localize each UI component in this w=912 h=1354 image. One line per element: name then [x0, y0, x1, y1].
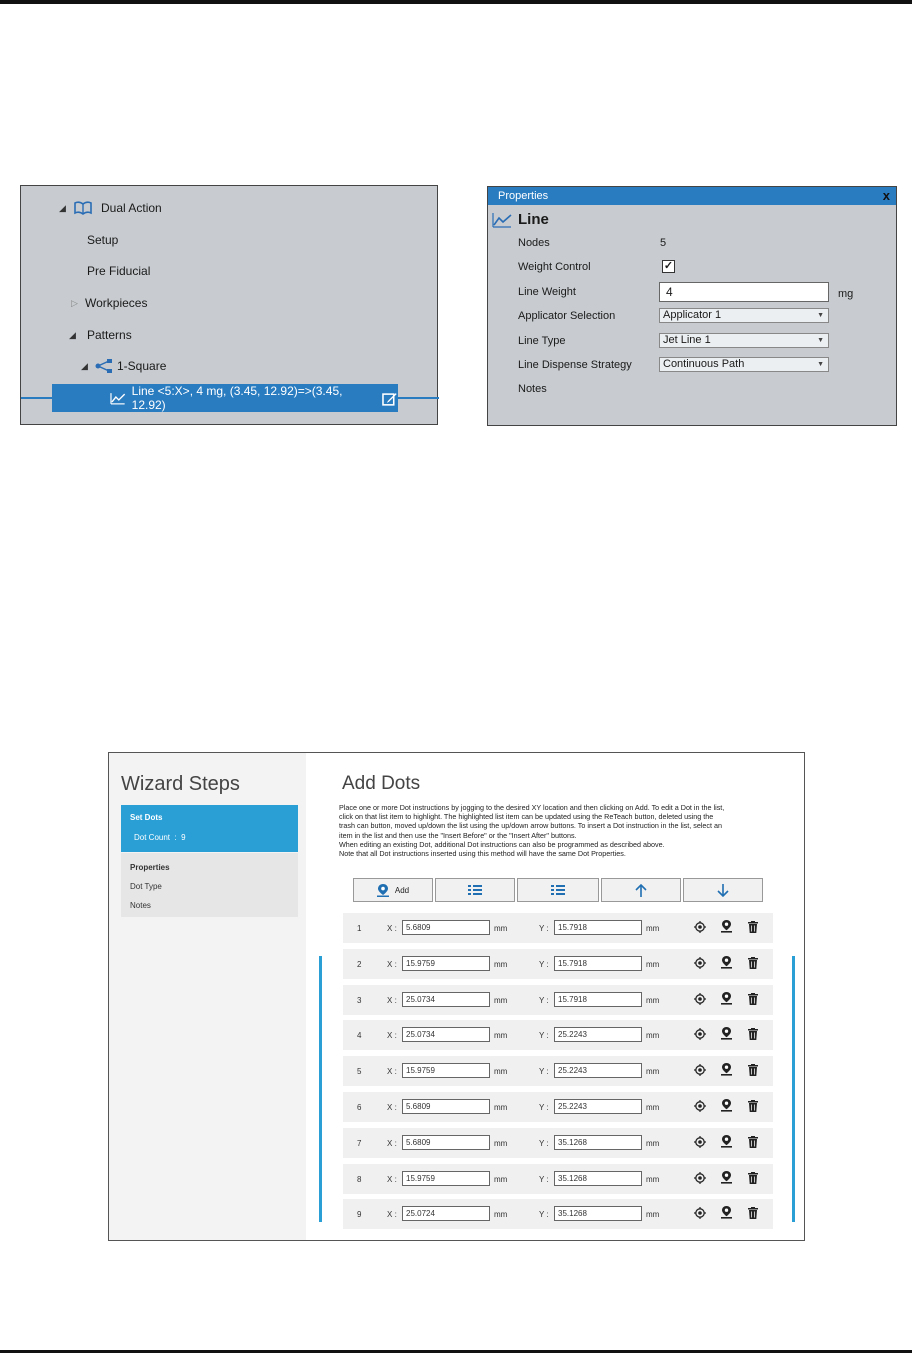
y-coordinate-input[interactable]: 35.1268	[554, 1206, 642, 1221]
tree-project-label: Dual Action	[101, 201, 162, 215]
description-line: trash can button, moved up/down the list using the up/down arrow buttons. To insert a Dot instruction in the list, select an	[339, 821, 723, 831]
x-label	[387, 1175, 397, 1184]
y-unit: mm	[646, 1174, 660, 1184]
x-unit: mm	[494, 1138, 508, 1148]
line-dispense-strategy-value: Continuous Path	[663, 358, 745, 370]
y-coordinate-input[interactable]: 35.1268	[554, 1135, 642, 1150]
dots-toolbar	[353, 878, 763, 903]
dot-row[interactable]	[343, 913, 773, 943]
x-label-text: X	[387, 1103, 393, 1112]
y-coordinate-input[interactable]: 25.2243	[554, 1027, 642, 1042]
y-unit: mm	[646, 1210, 660, 1220]
trash-icon[interactable]	[748, 993, 758, 1007]
tree-selected-line-item[interactable]	[52, 384, 398, 412]
tree-pre-fiducial-label: Pre Fiducial	[87, 264, 151, 278]
goto-target-icon[interactable]	[694, 1136, 706, 1150]
dot-count-value: 9	[181, 833, 186, 842]
x-unit: mm	[494, 1067, 508, 1077]
x-label-text: X	[387, 1138, 393, 1148]
step-dot-type-label: Dot Type	[130, 882, 162, 891]
dot-index: 4	[357, 1031, 362, 1041]
expand-triangle-icon[interactable]: ◢	[81, 360, 88, 371]
dot-row[interactable]	[343, 1164, 773, 1194]
description-line: When editing an existing Dot, additional Dot instructions can also be programmed as described above.	[339, 839, 665, 849]
applicator-selection-label: Applicator Selection	[518, 310, 616, 322]
description-line: Note that all Dot instructions inserted using this method will have the same Dot Properties.	[339, 849, 626, 859]
x-unit: mm	[494, 1103, 508, 1112]
dropdown-arrow-icon: ▼	[817, 312, 824, 319]
insert-after-button[interactable]	[517, 878, 599, 902]
dot-row[interactable]	[343, 949, 773, 979]
step-properties[interactable]	[121, 853, 298, 917]
step-set-dots[interactable]	[121, 805, 298, 852]
description-line: item in the list and then use the "Insert Before" or the "Insert After" buttons.	[339, 830, 577, 840]
goto-target-icon[interactable]	[694, 1100, 706, 1114]
reteach-pin-icon[interactable]	[721, 1063, 732, 1078]
project-tree-panel	[20, 185, 438, 425]
y-label	[539, 1031, 549, 1040]
x-coordinate-input[interactable]: 15.9759	[402, 1171, 490, 1186]
y-coordinate-input[interactable]: 35.1268	[554, 1171, 642, 1186]
line-type-label: Line Type	[518, 335, 566, 347]
y-label	[539, 960, 549, 969]
trash-icon[interactable]	[748, 1028, 758, 1042]
y-unit: mm	[646, 1138, 660, 1148]
y-coordinate-input[interactable]: 15.7918	[554, 920, 642, 935]
y-sep: :	[546, 1174, 549, 1184]
applicator-selection-value: Applicator 1	[663, 309, 722, 321]
tree-node-patterns[interactable]	[69, 325, 132, 345]
trash-icon[interactable]	[748, 1100, 758, 1114]
move-up-button[interactable]	[601, 878, 681, 902]
x-label	[387, 1067, 397, 1076]
y-label	[539, 996, 549, 1005]
y-label-text: Y	[539, 1138, 545, 1148]
expand-triangle-icon[interactable]: ◢	[69, 329, 76, 340]
x-label	[387, 924, 397, 933]
weight-control-checkbox[interactable]: ✓	[663, 260, 674, 272]
move-down-button[interactable]	[683, 878, 763, 902]
line-weight-label: Line Weight	[518, 286, 576, 298]
trash-icon[interactable]	[748, 921, 758, 935]
x-label-text: X	[387, 1031, 393, 1041]
x-sep: :	[394, 1210, 397, 1220]
page-bottom-rule	[0, 1350, 912, 1353]
dot-row[interactable]	[343, 1056, 773, 1086]
x-label-text: X	[387, 924, 393, 933]
x-coordinate-input[interactable]: 25.0724	[402, 1206, 490, 1221]
trash-icon[interactable]	[748, 1172, 758, 1186]
y-sep: :	[546, 959, 549, 969]
tree-node-setup[interactable]	[87, 230, 118, 250]
tree-pattern-label: 1-Square	[117, 359, 167, 373]
dot-row[interactable]	[343, 1199, 773, 1229]
y-sep: :	[546, 924, 549, 933]
dot-count	[134, 833, 186, 842]
line-type-value: Jet Line 1	[663, 334, 711, 346]
edit-icon[interactable]	[382, 391, 398, 406]
x-unit: mm	[494, 959, 508, 969]
dropdown-arrow-icon: ▼	[817, 361, 824, 368]
x-sep: :	[394, 1067, 397, 1077]
x-label	[387, 960, 397, 969]
trash-icon[interactable]	[748, 1207, 758, 1221]
tree-node-workpieces[interactable]	[71, 293, 147, 313]
y-sep: :	[546, 1103, 549, 1112]
nodes-value: 5	[660, 237, 667, 249]
applicator-selection-dropdown[interactable]	[659, 308, 829, 323]
properties-header-label: Properties	[498, 190, 549, 202]
x-label	[387, 1139, 397, 1148]
insert-after-icon	[551, 884, 565, 896]
x-label-text: X	[387, 995, 393, 1005]
line-chart-icon	[110, 392, 126, 405]
tree-node-pre-fiducial[interactable]	[87, 261, 150, 281]
dot-index: 3	[357, 995, 362, 1005]
add-button[interactable]	[353, 878, 433, 902]
y-sep: :	[546, 995, 549, 1005]
goto-target-icon[interactable]	[694, 1028, 706, 1042]
x-unit: mm	[494, 924, 508, 933]
reteach-pin-icon[interactable]	[721, 1099, 732, 1114]
y-label	[539, 1210, 549, 1219]
reteach-pin-icon[interactable]	[721, 1135, 732, 1150]
goto-target-icon[interactable]	[694, 1064, 706, 1078]
goto-target-icon[interactable]	[694, 957, 706, 971]
list-left-scroll-indicator	[319, 956, 322, 1222]
selected-item-label: Line <5:X>, 4 mg, (3.45, 12.92)=>(3.45, 12.92)	[131, 384, 343, 412]
line-weight-unit: mg	[838, 288, 854, 300]
nodes-label: Nodes	[518, 237, 550, 249]
x-label	[387, 1031, 397, 1040]
y-label	[539, 1175, 549, 1184]
line-chart-icon	[492, 212, 512, 228]
x-label-text: X	[387, 1210, 393, 1220]
reteach-pin-icon[interactable]	[721, 992, 732, 1007]
dot-row[interactable]	[343, 1020, 773, 1050]
tree-setup-label: Setup	[87, 233, 119, 247]
dot-row[interactable]	[343, 1092, 773, 1122]
book-icon	[73, 201, 93, 215]
dot-row[interactable]	[343, 1128, 773, 1158]
x-label	[387, 996, 397, 1005]
y-sep: :	[546, 1067, 549, 1077]
x-coordinate-input[interactable]: 5.6809	[402, 920, 490, 935]
dot-row[interactable]	[343, 985, 773, 1015]
x-label	[387, 1210, 397, 1219]
insert-before-button[interactable]	[435, 878, 515, 902]
properties-title-label: Line	[518, 211, 549, 228]
line-dispense-strategy-dropdown[interactable]	[659, 357, 829, 372]
line-weight-input[interactable]: 4	[659, 282, 829, 302]
reteach-pin-icon[interactable]	[721, 1206, 732, 1221]
close-icon[interactable]: x	[882, 188, 890, 203]
x-label-text: X	[387, 959, 393, 969]
y-coordinate-input[interactable]: 15.7918	[554, 956, 642, 971]
x-coordinate-input[interactable]: 25.0734	[402, 992, 490, 1007]
collapsed-triangle-icon[interactable]: ▷	[71, 297, 78, 308]
y-label-text: Y	[539, 1067, 545, 1077]
dot-index: 7	[357, 1138, 362, 1148]
y-sep: :	[546, 1138, 549, 1148]
x-coordinate-input[interactable]: 15.9759	[402, 956, 490, 971]
trash-icon[interactable]	[748, 1136, 758, 1150]
page-top-rule	[0, 0, 912, 4]
x-unit: mm	[494, 995, 508, 1005]
x-sep: :	[394, 924, 397, 933]
properties-header	[488, 187, 896, 205]
y-unit: mm	[646, 1067, 660, 1077]
dot-count-sep: :	[174, 833, 177, 842]
y-label-text: Y	[539, 1210, 545, 1220]
goto-target-icon[interactable]	[694, 993, 706, 1007]
tree-node-1-square[interactable]	[81, 356, 166, 376]
x-sep: :	[394, 959, 397, 969]
reteach-pin-icon[interactable]	[721, 920, 732, 935]
y-unit: mm	[646, 1031, 660, 1041]
y-label	[539, 1103, 549, 1112]
properties-panel	[487, 186, 897, 426]
wizard-window	[108, 752, 805, 1241]
dot-index: 6	[357, 1103, 362, 1112]
y-label-text: Y	[539, 1031, 545, 1041]
line-type-dropdown[interactable]	[659, 333, 829, 348]
y-sep: :	[546, 1031, 549, 1041]
step-properties-label: Properties	[130, 863, 170, 872]
list-right-scroll-indicator[interactable]	[792, 956, 795, 1222]
x-coordinate-input[interactable]: 15.9759	[402, 1063, 490, 1078]
x-sep: :	[394, 1103, 397, 1112]
y-label-text: Y	[539, 959, 545, 969]
add-dots-description	[339, 803, 779, 858]
tree-node-dual-action[interactable]	[59, 198, 162, 218]
y-sep: :	[546, 1210, 549, 1220]
y-unit: mm	[646, 924, 660, 933]
y-label	[539, 924, 549, 933]
x-unit: mm	[494, 1210, 508, 1220]
x-coordinate-input[interactable]: 5.6809	[402, 1135, 490, 1150]
y-label-text: Y	[539, 924, 545, 933]
y-unit: mm	[646, 959, 660, 969]
x-sep: :	[394, 1031, 397, 1041]
goto-target-icon[interactable]	[694, 921, 706, 935]
tree-workpieces-label: Workpieces	[85, 296, 148, 310]
tree-patterns-label: Patterns	[87, 328, 132, 342]
arrow-up-icon	[635, 884, 647, 897]
x-label-text: X	[387, 1067, 393, 1077]
wizard-steps-panel	[109, 753, 306, 1240]
description-line: click on that list item to highlight. The highlighted list item can be updated using the ReTeach button, deleted using the	[339, 812, 714, 822]
insert-before-icon	[468, 884, 482, 896]
arrow-down-icon	[717, 884, 729, 897]
x-label	[387, 1103, 397, 1112]
x-coordinate-input[interactable]: 5.6809	[402, 1099, 490, 1114]
y-coordinate-input[interactable]: 25.2243	[554, 1063, 642, 1078]
x-sep: :	[394, 1174, 397, 1184]
pattern-icon	[95, 359, 113, 373]
weight-control-label: Weight Control	[518, 261, 591, 273]
trash-icon[interactable]	[748, 957, 758, 971]
x-sep: :	[394, 1138, 397, 1148]
y-label	[539, 1139, 549, 1148]
reteach-pin-icon[interactable]	[721, 1027, 732, 1042]
reteach-pin-icon[interactable]	[721, 956, 732, 971]
x-coordinate-input[interactable]: 25.0734	[402, 1027, 490, 1042]
x-unit: mm	[494, 1174, 508, 1184]
goto-target-icon[interactable]	[694, 1207, 706, 1221]
reteach-pin-icon[interactable]	[721, 1171, 732, 1186]
add-button-label: Add	[394, 885, 410, 895]
y-coordinate-input[interactable]: 25.2243	[554, 1099, 642, 1114]
location-pin-icon	[377, 884, 389, 897]
y-unit: mm	[646, 1103, 660, 1112]
x-unit: mm	[494, 1031, 508, 1041]
step-notes-label: Notes	[130, 901, 151, 910]
description-line: Place one or more Dot instructions by jogging to the desired XY location and then clicking on Add. To edit a Dot in the list,	[339, 803, 725, 812]
y-label-text: Y	[539, 995, 545, 1005]
y-label-text: Y	[539, 1174, 545, 1184]
expand-triangle-icon[interactable]: ◢	[59, 202, 66, 213]
y-label	[539, 1067, 549, 1076]
x-label-text: X	[387, 1174, 393, 1184]
add-dots-title: Add Dots	[342, 773, 421, 794]
notes-label: Notes	[518, 383, 547, 395]
dot-index: 9	[357, 1210, 362, 1220]
step-set-dots-label: Set Dots	[130, 813, 163, 822]
dot-index: 5	[357, 1067, 362, 1077]
y-label-text: Y	[539, 1103, 545, 1112]
y-unit: mm	[646, 995, 660, 1005]
dropdown-arrow-icon: ▼	[817, 337, 824, 344]
x-sep: :	[394, 995, 397, 1005]
dot-index: 1	[357, 924, 362, 933]
line-dispense-strategy-label: Line Dispense Strategy	[518, 359, 632, 371]
dot-index: 8	[357, 1174, 362, 1184]
dot-index: 2	[357, 959, 362, 969]
properties-title	[492, 211, 549, 228]
trash-icon[interactable]	[748, 1064, 758, 1078]
dot-count-label: Dot Count	[134, 833, 171, 842]
goto-target-icon[interactable]	[694, 1172, 706, 1186]
wizard-steps-title: Wizard Steps	[121, 773, 240, 795]
y-coordinate-input[interactable]: 15.7918	[554, 992, 642, 1007]
